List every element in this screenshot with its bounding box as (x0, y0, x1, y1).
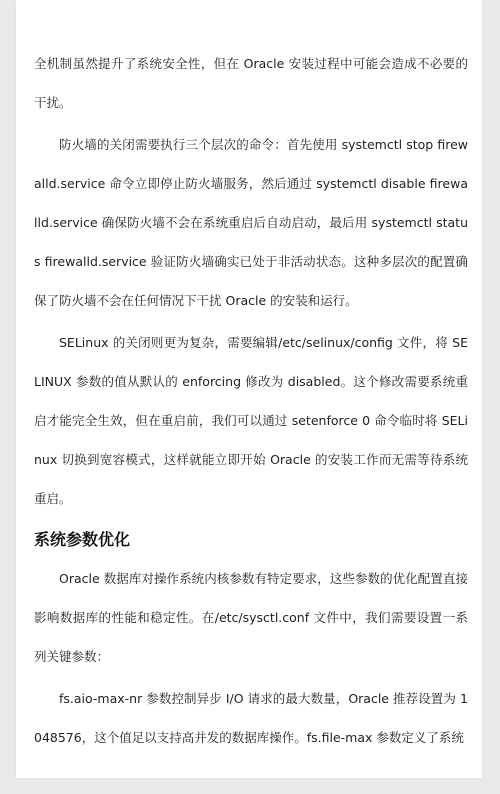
section-heading: 系统参数优化 (34, 530, 131, 549)
document-body (34, 44, 468, 760)
paragraph-4: Oracle 数据库对操作系统内核参数有特定要求，这些参数的优化配置直接影响数据库的性能和稳定性。在/etc/sysctl.conf 文件中，我们需要设置一系列关键参数： (34, 571, 468, 664)
document-page (16, 0, 482, 778)
paragraph-3: SELinux 的关闭则更为复杂，需要编辑/etc/selinux/config 文件，将 SELINUX 参数的值从默认的 enforcing 修改为 disabled。这个修改需要系统重启才能完全生效，但在重启前，我们可以通过 setenforce 0 命令临时将 SELinux 切换到宽容模式，这样就能立即开始 Oracle 的安装工作而无需等待系统重启。 (34, 335, 468, 506)
paragraph-2: 防火墙的关闭需要执行三个层次的命令：首先使用 systemctl stop firewalld.service 命令立即停止防火墙服务，然后通过 systemctl disable firewalld.service 确保防火墙不会在系统重启后自动启动，最后用 systemctl status firewalld.service 验证防火墙确实已处于非活动状态。这种多层次的配置确保了防火墙不会在任何情况下干扰 Oracle 的安装和运行。 (34, 137, 468, 308)
paragraph-5: fs.aio-max-nr 参数控制异步 I/O 请求的最大数量，Oracle 推荐设置为 1048576，这个值足以支持高并发的数据库操作。fs.file-max 参数定义了系统 (34, 691, 468, 745)
paragraph-1: 全机制虽然提升了系统安全性，但在 Oracle 安装过程中可能会造成不必要的干扰。 (34, 56, 468, 110)
